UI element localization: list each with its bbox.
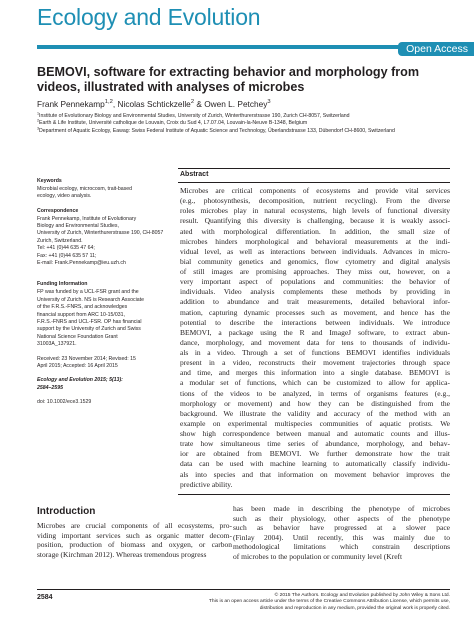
- intro-line: viding important services such as organic matter decom-: [37, 530, 232, 540]
- intro-line: storage (Kirchman 2012). Whereas tremendous progress: [37, 549, 207, 559]
- citation-block: [37, 377, 167, 392]
- author-list: [37, 99, 271, 109]
- correspondence-line: Frank Pennekamp, Institute of Evolutionary: [37, 215, 137, 222]
- correspondence-block: [37, 208, 167, 268]
- funding-line: National Science Foundation Grant: [37, 333, 118, 340]
- abstract-line: example on experimental multispecies communities of aquatic protists. We: [180, 418, 450, 428]
- abstract-line: data can be used with machine learning to automatically classify individu-: [180, 459, 450, 469]
- introduction-left-column: [37, 521, 232, 559]
- author-separator: ,: [112, 99, 118, 109]
- abstract-line: mation, capturing dynamic processes such as movement, and hence has the: [180, 307, 450, 317]
- abstract-line: dance, morphology, and movement data for tens to thousands of individu-: [180, 337, 450, 347]
- intro-line: position, production of biomass and oxygen, or carbon: [37, 540, 232, 549]
- footer-line: distribution and reproduction in any medium, provided the original work is properly cited.: [259, 605, 450, 611]
- abstract-bottom-rule: [178, 494, 450, 495]
- journal-title: Ecology and Evolution: [37, 4, 261, 30]
- correspondence-line: Zurich, Switzerland.: [37, 237, 83, 244]
- intro-line: has been made in describing the phenotype of microbes: [233, 504, 450, 513]
- correspondence-line: Tel: +41 (0)44 635 47 64;: [37, 245, 95, 252]
- abstract-line: morphology or movement) and how they can be distinguished from the: [180, 398, 450, 408]
- author-affil-sup: 1,2: [104, 99, 113, 106]
- abstract-line: trate how simultaneous time series of abundance, morphology, and behav-: [180, 439, 450, 449]
- abstract-line: ior are obtained from BEMOVI. We further demonstrate how the trait: [180, 449, 450, 459]
- article-sidebar: [37, 178, 167, 414]
- abstract-line: bial community genetics and genomics, flow cytometry and digital analysis: [180, 256, 450, 266]
- copyright-footer: [120, 593, 450, 612]
- funding-line: F.R.S.-FNRS and UCL-FSR. OP has financial: [37, 319, 142, 325]
- abstract-line: ated with morphological differentiation. In addition, the small size of: [180, 226, 450, 236]
- affiliation-item: $^2$Earth & Life Institute, Université catholique de Louvain, Croix du Sud 4, L7.07.04, Louvain-la-Neuve B-1348, Belgium: [37, 118, 308, 127]
- abstract-body: [180, 186, 450, 490]
- abstract-line: BEMOVI, a package using the R and ImageJ software, to extract abun-: [180, 327, 450, 337]
- dates-line: Received: 23 November 2014; Revised: 15: [37, 355, 136, 362]
- author-name: Nicolas Schtickzelle: [117, 99, 191, 109]
- abstract-line: als into species and that information on movement behavior improves the: [180, 469, 450, 479]
- affiliation-list: [37, 113, 457, 135]
- keywords-block: [37, 178, 167, 201]
- introduction-heading: Introduction: [37, 506, 96, 517]
- author-affil-sup: 2: [190, 99, 195, 106]
- funding-block: [37, 281, 167, 348]
- introduction-right-column: [233, 504, 450, 561]
- abstract-line: and time, and merges this information into a single database. BEMOVI is: [180, 368, 450, 378]
- abstract-line: potential to describe the interactions between individuals. We introduce: [180, 317, 450, 327]
- abstract-line: very important aspect of populations and communities: the behavior of: [180, 277, 450, 287]
- funding-line: 31003A_137921.: [37, 341, 77, 348]
- affiliation-item: $^3$Department of Aquatic Ecology, Eawag: Swiss Federal Institute of Aquatic Science and Technology, Überlandstrasse 133, Dübendorf CH-8600, Switzerland: [37, 126, 395, 134]
- abstract-line: (e.g., photosynthesis, decomposition, nutrient recycling). From the diverse: [180, 196, 450, 206]
- keywords-line: Microbial ecology, microcosm, trait-based: [37, 185, 133, 192]
- intro-line: such as their physiology, other aspects of the phenotype: [233, 513, 450, 523]
- article-title: BEMOVI, software for extracting behavior and morphology from videos, illustrated with analyses of microbes: [37, 65, 420, 94]
- abstract-line: individuals. Video analysis complements these methods by providing in: [180, 287, 450, 297]
- dates-line: April 2015; Accepted: 16 April 2015: [37, 363, 118, 370]
- abstract-line: show high correspondence between manual and automatic counts and illus-: [180, 429, 450, 438]
- dates-block: [37, 356, 167, 371]
- intro-line: of microbes to the population or community level (Kreft: [233, 551, 403, 561]
- open-access-badge: Open Access: [398, 42, 474, 56]
- abstract-line: addition to abundance and trait measurements, detailed behavioral infor-: [180, 297, 450, 307]
- abstract-line: vidual level, as well as interactions between individuals. Advances in micro-: [180, 246, 450, 256]
- footer-rule: [37, 589, 450, 590]
- funding-line: financial support from ARC 10-15/031,: [37, 311, 125, 318]
- intro-line: such as behavior have progressed at a slower pace: [233, 523, 450, 532]
- abstract-line: microbes hinders morphological and behavioral measurements at the indi-: [180, 236, 450, 246]
- abstract-line: a modular set of functions, which can be customized to allow for applica-: [180, 378, 450, 388]
- author-name: Frank Pennekamp: [37, 99, 105, 109]
- affiliation-item: $^1$Institute of Evolutionary Biology and Environmental Studies, University of Zurich, Winterthurerstrasse 190, Zurich CH-8057, Switzerland: [37, 111, 350, 119]
- abstract-line: predictive ability.: [180, 479, 233, 489]
- abstract-line: roles microbes play in natural ecosystems, high levels of functional diversity: [180, 206, 450, 216]
- correspondence-line: Biology and Environmental Studies,: [37, 223, 119, 230]
- doi-block: [37, 399, 167, 406]
- abstract-line: tions of the videos to be analyzed, in terms of organisms features (e.g.,: [180, 388, 450, 398]
- funding-line: FP was funded by a UCL-FSR grant and the: [37, 289, 139, 296]
- abstract-line: of still images are promising approaches. They miss out, however, on a: [180, 267, 450, 276]
- abstract-heading: Abstract: [180, 171, 209, 178]
- abstract-line: background. We illustrate the validity and accuracy of the method with an: [180, 408, 450, 418]
- correspondence-email[interactable]: E-mail: Frank.Pennekamp@ieu.uzh.ch: [37, 260, 126, 267]
- correspondence-line: University of Zurich, Winterthurerstrasse 190, CH-8057: [37, 230, 164, 237]
- author-affil-sup: 3: [267, 99, 271, 106]
- citation-line: 2584–2595: [37, 384, 63, 391]
- intro-line: methodological limitations which constrain descriptions: [233, 542, 450, 551]
- correspondence-line: Fax: +41 (0)44 635 57 11;: [37, 252, 97, 259]
- funding-line: University of Zurich. NS is Research Associate: [37, 296, 144, 303]
- correspondence-heading: Correspondence: [37, 207, 79, 214]
- footer-line: This is an open access article under the terms of the Creative Commons Attribution License, which permits use,: [208, 599, 450, 605]
- abstract-line: als in a video. Through a set of functions BEMOVI identifies individuals: [180, 348, 450, 357]
- keywords-line: ecology, video analysis.: [37, 193, 92, 200]
- footer-line: © 2015 The Authors. Ecology and Evolution published by John Wiley & Sons Ltd.: [274, 593, 450, 598]
- abstract-heading-rule: [178, 182, 450, 183]
- abstract-line: present in a video, reconstructs their movement trajectories through space: [180, 358, 450, 368]
- funding-line: support by the University of Zurich and Swiss: [37, 326, 141, 333]
- funding-heading: Funding Information: [37, 281, 88, 288]
- abstract-line: result. Quantifying this diversity is challenging, because it is weakly associ-: [180, 216, 450, 226]
- page-number: 2584: [37, 594, 53, 601]
- citation-line: Ecology and Evolution 2015; 5(13):: [37, 377, 123, 384]
- intro-line: (Finlay 2004). Until recently, this was mainly due to: [233, 532, 450, 542]
- intro-line: Microbes are crucial components of all ecosystems, pro-: [37, 521, 232, 530]
- funding-line: of the F.R.S.-FNRS, and acknowledges: [37, 304, 128, 311]
- keywords-heading: Keywords: [37, 178, 62, 184]
- abstract-line: Microbes are critical components of ecosystems and provide vital services: [180, 186, 450, 195]
- author-separator: &: [194, 99, 205, 109]
- doi-link[interactable]: doi: 10.1002/ece3.1529: [37, 399, 92, 406]
- author-name: Owen L. Petchey: [204, 99, 268, 109]
- abstract-top-rule: [178, 168, 450, 169]
